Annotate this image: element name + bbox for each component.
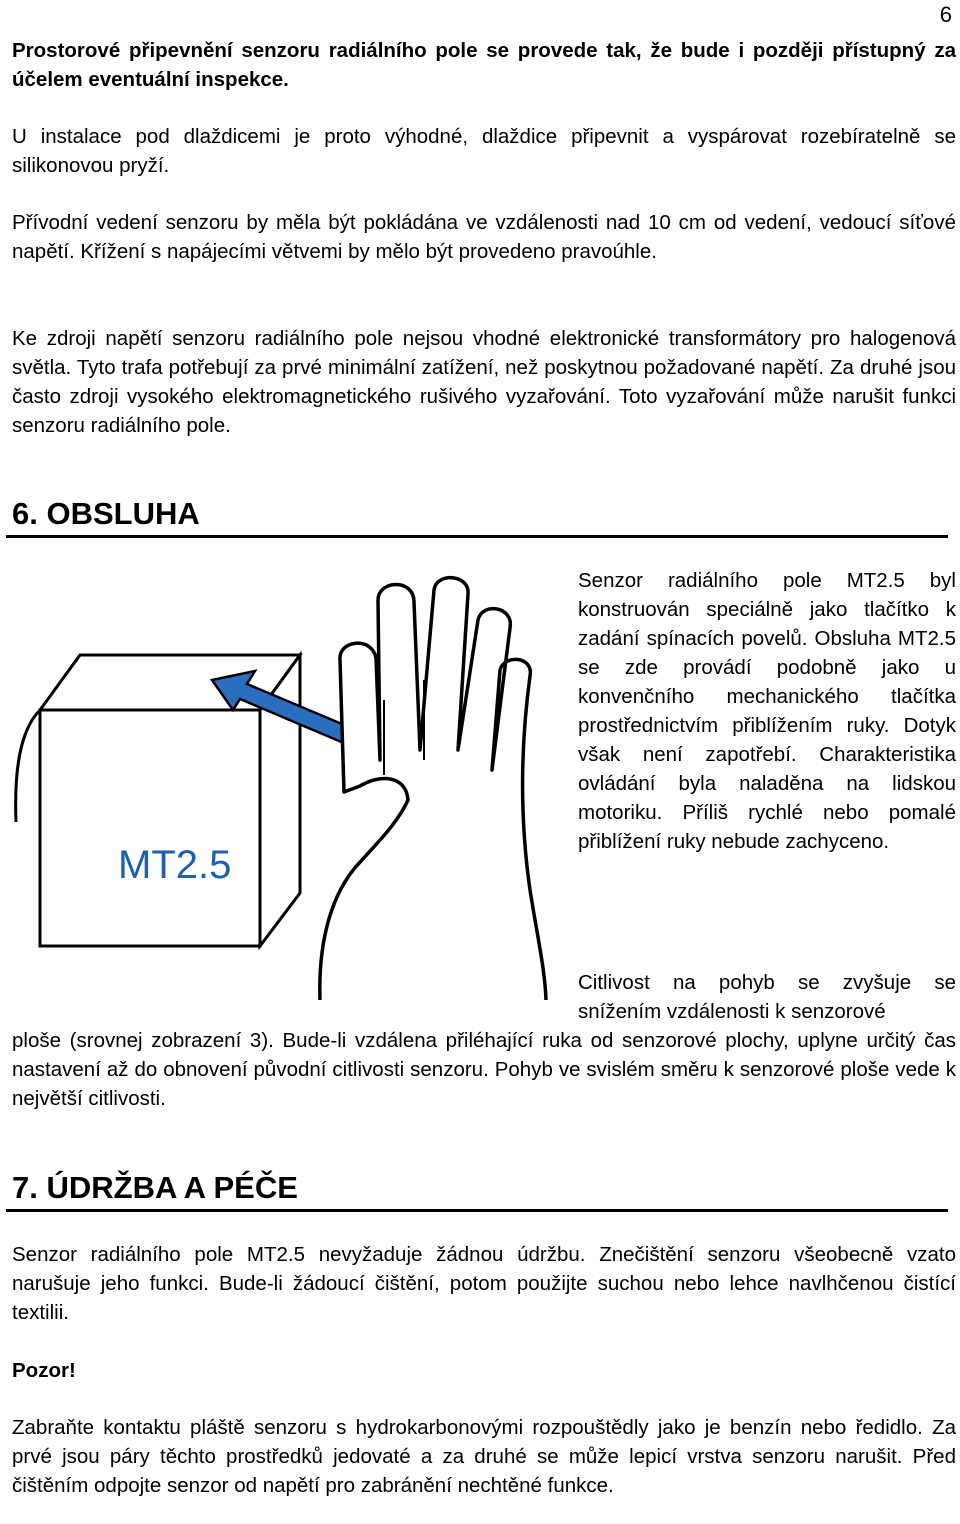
page-number: 6 bbox=[939, 2, 952, 27]
paragraph-sensitivity: ploše (srovnej zobrazení 3). Bude-li vzdálena přiléhající ruka od senzorové plochy, uplyne určitý čas nastavení až do obnovení původní citlivosti senzoru. Pohyb ve svislém směru k senzorové ploše vede k největší citlivosti. bbox=[12, 1029, 956, 1110]
paragraph-sensitivity-start: Citlivost na pohyb se zvyšuje se snížením vzdálenosti k senzorové bbox=[578, 971, 956, 1023]
hand-icon bbox=[320, 578, 546, 1000]
heading-rule bbox=[6, 1209, 948, 1212]
paragraph-wiring: Přívodní vedení senzoru by měla být pokládána ve vzdálenosti nad 10 cm od vedení, vedoucí síťové napětí. Křížení s napájecími větvemi by mělo být provedeno pravoúhle. bbox=[12, 211, 956, 263]
section-heading-maintenance: 7. ÚDRŽBA A PÉČE bbox=[12, 1170, 298, 1205]
paragraph-warning: Zabraňte kontaktu pláště senzoru s hydrokarbonovými rozpouštědly jako je benzín nebo ředidlo. Za prvé jsou páry těchto prostředků jedovaté a za druhé se může lepicí vrstva senzoru narušit. Před čištěním odpojte senzor od napětí pro zabránění nechtěné funkce. bbox=[12, 1416, 956, 1497]
sensor-hand-illustration bbox=[0, 560, 570, 1005]
warning-label: Pozor! bbox=[12, 1359, 76, 1382]
sensor-label: MT2.5 bbox=[118, 843, 232, 887]
paragraph-operation: Senzor radiálního pole MT2.5 byl konstruován speciálně jako tlačítko k zadání spínacích povelů. Obsluha MT2.5 se zde provádí podobně jako u konvenčního mechanického tlačítka prostřednictvím přiblížením ruky. Dotyk však není zapotřebí. Charakteristika ovládání byla naladěna na lidskou motoriku. Příliš rychlé nebo pomalé přiblížení ruky nebude zachyceno. bbox=[578, 569, 956, 853]
heading-rule bbox=[6, 535, 948, 538]
cable-line bbox=[16, 710, 40, 822]
paragraph-tiles: U instalace pod dlaždicemi je proto výhodné, dlaždice připevnit a vyspárovat rozebíratelně se silikonovou pryží. bbox=[12, 125, 956, 177]
paragraph-power-supply: Ke zdroji napětí senzoru radiálního pole nejsou vhodné elektronické transformátory pro halogenová světla. Tyto trafa potřebují za prvé minimální zatížení, než poskytnou požadované napětí. Za druhé jsou často zdroji vysokého elektromagnetického rušivého vyzařování. Toto vyzařování může narušit funkci senzoru radiálního pole. bbox=[12, 327, 956, 437]
section-heading-operation: 6. OBSLUHA bbox=[12, 496, 200, 531]
paragraph-mounting: Prostorové připevnění senzoru radiálního pole se provede tak, že bude i později přístupný za účelem eventuální inspekce. bbox=[12, 39, 956, 91]
paragraph-maintenance: Senzor radiálního pole MT2.5 nevyžaduje žádnou údržbu. Znečištění senzoru všeobecně vzato narušuje jeho funkci. Bude-li žádoucí čištění, potom použijte suchou nebo lehce navlhčenou čistící textilii. bbox=[12, 1243, 956, 1324]
